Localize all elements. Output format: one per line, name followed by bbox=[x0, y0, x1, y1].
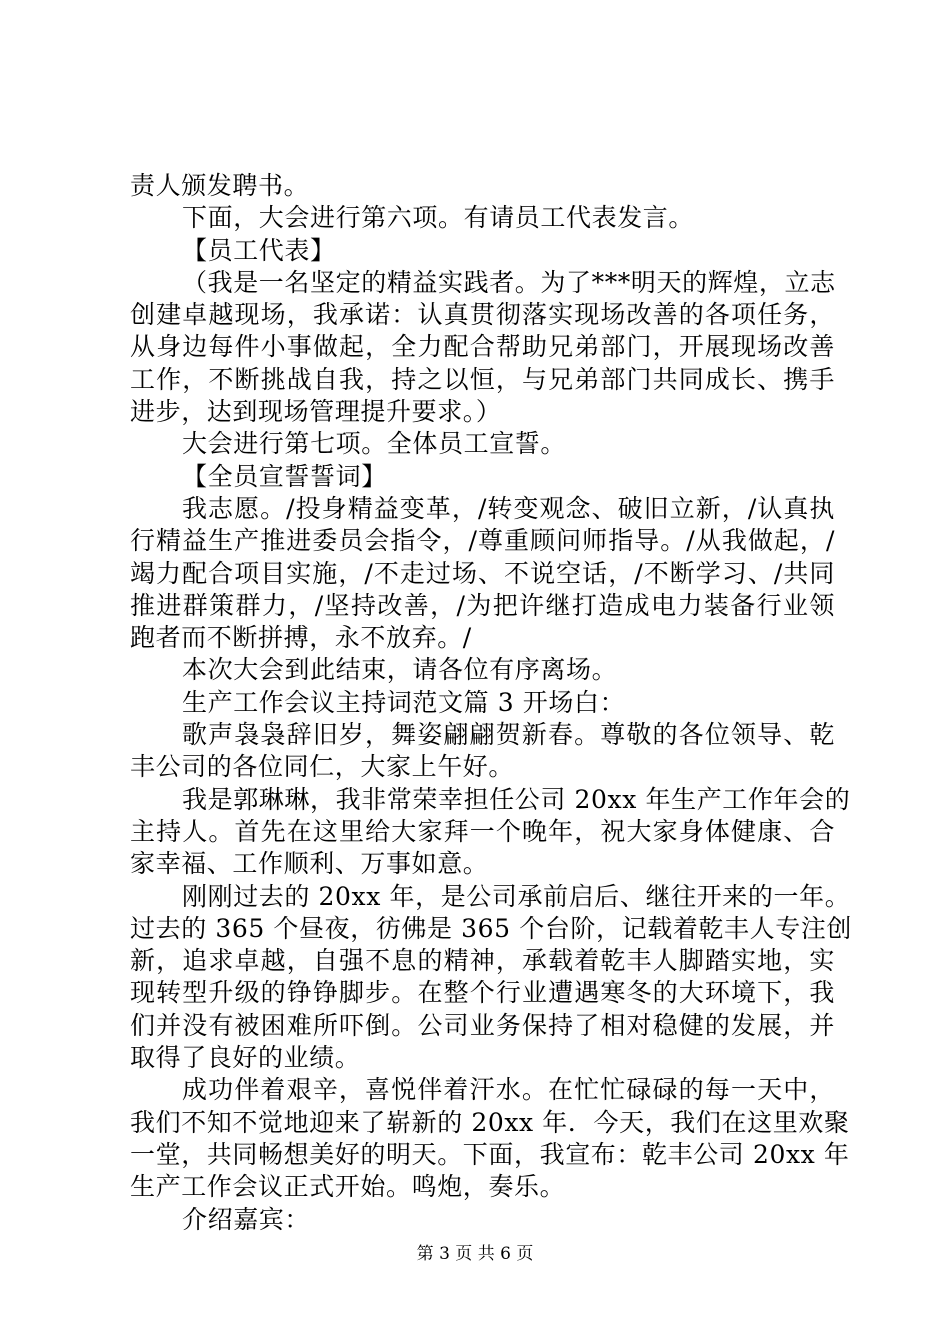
text-line: 我们不知不觉地迎来了崭新的 20xx 年．今天，我们在这里欢聚 bbox=[130, 1107, 850, 1137]
text-line: 推进群策群力，/坚持改善，/为把许继打造成电力装备行业领 bbox=[130, 590, 835, 620]
text-line: 生产工作会议正式开始。鸣炮，奏乐。 bbox=[130, 1172, 566, 1202]
text-line: 丰公司的各位同仁，大家上午好。 bbox=[130, 752, 515, 782]
text-line: 下面，大会进行第六项。有请员工代表发言。 bbox=[182, 203, 695, 233]
text-line: 【全员宣誓誓词】 bbox=[182, 461, 387, 491]
text-line: 跑者而不断拼搏，永不放弃。/ bbox=[130, 623, 472, 653]
text-line: 竭力配合项目实施，/不走过场、不说空话，/不断学习、/共同 bbox=[130, 558, 835, 588]
document-body bbox=[130, 170, 853, 1236]
text-line: 我志愿。/投身精益变革，/转变观念、破旧立新，/认真执 bbox=[182, 493, 835, 523]
text-line: 【员工代表】 bbox=[182, 235, 336, 265]
text-line: 行精益生产推进委员会指令，/尊重顾问师指导。/从我做起，/ bbox=[130, 526, 835, 556]
text-line: 家幸福、工作顺利、万事如意。 bbox=[130, 849, 489, 879]
text-line: 成功伴着艰辛，喜悦伴着汗水。在忙忙碌碌的每一天中， bbox=[182, 1075, 835, 1105]
text-line: 刚刚过去的 20xx 年，是公司承前启后、继往开来的一年。 bbox=[182, 881, 851, 911]
text-line: 新，追求卓越，自强不息的精神，承载着乾丰人脚踏实地，实 bbox=[130, 946, 835, 976]
text-line: 歌声袅袅辞旧岁，舞姿翩翩贺新春。尊敬的各位领导、乾 bbox=[182, 720, 835, 750]
text-line: 现转型升级的铮铮脚步。在整个行业遭遇寒冬的大环境下，我 bbox=[130, 978, 835, 1008]
text-line: 生产工作会议主持词范文篇 3 开场白： bbox=[182, 687, 626, 717]
text-line: 们并没有被困难所吓倒。公司业务保持了相对稳健的发展，并 bbox=[130, 1010, 835, 1040]
text-line: 进步，达到现场管理提升要求。） bbox=[130, 397, 502, 427]
text-line: 介绍嘉宾： bbox=[182, 1204, 311, 1234]
text-line: 取得了良好的业绩。 bbox=[130, 1043, 361, 1073]
text-line: 大会进行第七项。全体员工宣誓。 bbox=[182, 429, 567, 459]
text-line: 工作，不断挑战自我，持之以恒，与兄弟部门共同成长、携手 bbox=[130, 364, 835, 394]
text-line: 过去的 365 个昼夜，彷佛是 365 个台阶，记载着乾丰人专注创 bbox=[130, 913, 853, 943]
page-footer: 第 3 页 共 6 页 bbox=[416, 1244, 534, 1264]
text-line: 我是郭琳琳，我非常荣幸担任公司 20xx 年生产工作年会的 bbox=[182, 784, 851, 814]
text-line: 本次大会到此结束，请各位有序离场。 bbox=[182, 655, 618, 685]
text-line: 创建卓越现场，我承诺：认真贯彻落实现场改善的各项任务， bbox=[130, 300, 835, 330]
text-line: 责人颁发聘书。 bbox=[130, 171, 310, 200]
text-line: 主持人。首先在这里给大家拜一个晚年，祝大家身体健康、合 bbox=[130, 816, 835, 846]
text-line: 一堂，共同畅想美好的明天。下面，我宣布：乾丰公司 20xx 年 bbox=[130, 1139, 850, 1169]
text-line: （我是一名坚定的精益实践者。为了***明天的辉煌，立志 bbox=[182, 267, 836, 297]
text-line: 从身边每件小事做起，全力配合帮助兄弟部门，开展现场改善 bbox=[130, 332, 835, 362]
